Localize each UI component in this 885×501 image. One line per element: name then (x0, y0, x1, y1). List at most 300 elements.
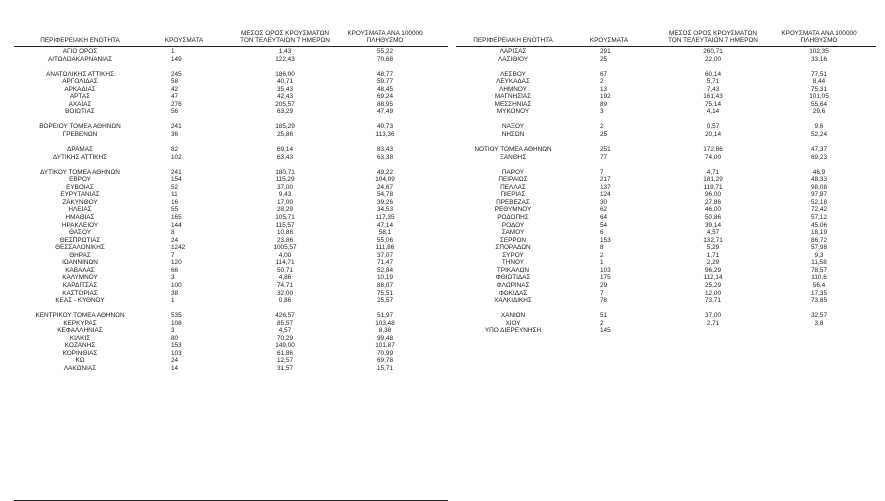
avg7-cell: 132,71 (703, 236, 723, 244)
table-row (14, 123, 448, 131)
region-cell: ΠΡΕΒΕΖΑΣ (496, 198, 530, 206)
per100k-cell: 34,53 (377, 206, 393, 214)
avg7-cell: 74,00 (705, 153, 721, 161)
header-per100k-line1: ΚΡΟΥΣΜΑΤΑ ΑΝΑ 100000 (347, 29, 423, 37)
table-row (456, 199, 876, 207)
cases-cell: 8 (600, 244, 604, 252)
cases-cell: 175 (600, 274, 611, 282)
per100k-cell: 69,23 (811, 153, 827, 161)
per100k-cell: 69,78 (377, 357, 393, 365)
region-cell: ΘΑΣΟΥ (68, 229, 92, 237)
per100k-cell: 98,08 (811, 183, 827, 191)
cases-cell: 241 (171, 168, 182, 176)
table-row (456, 252, 876, 260)
cases-cell: 29 (600, 281, 608, 289)
per100k-cell: 104,09 (375, 176, 395, 184)
region-cell: ΤΡΙΚΑΛΩΝ (496, 266, 530, 274)
region-cell: ΚΟΖΑΝΗΣ (64, 342, 96, 350)
table-row (14, 78, 448, 86)
table-row (456, 123, 876, 131)
per100k-cell: 37,07 (377, 251, 393, 259)
header-region: ΠΕΡΙΦΕΡΕΙΑΚΗ ΕΝΟΤΗΤΑ (473, 36, 553, 44)
region-cell: ΗΡΑΚΛΕΙΟΥ (61, 221, 99, 229)
per100k-cell: 47,14 (377, 221, 393, 229)
cases-cell: 103 (600, 266, 611, 274)
avg7-cell: 180,71 (275, 168, 295, 176)
avg7-cell: 10,86 (277, 229, 293, 237)
table-row (456, 327, 876, 335)
cases-cell: 25 (600, 131, 608, 139)
per100k-cell: 15,71 (377, 364, 393, 372)
table-row (456, 146, 876, 154)
header-avg7 (663, 30, 763, 44)
per100k-cell: 24,67 (377, 183, 393, 191)
cases-cell: 13 (600, 85, 608, 93)
per100k-cell: 86,72 (811, 236, 827, 244)
avg7-cell: 25,86 (277, 131, 293, 139)
per100k-cell: 57,98 (811, 244, 827, 252)
cases-cell: 58 (171, 78, 179, 86)
spacer-row (456, 139, 876, 147)
per100k-cell: 103,48 (375, 319, 395, 327)
cases-cell: 7 (600, 168, 604, 176)
per100k-cell: 57,12 (811, 214, 827, 222)
per100k-cell: 52,18 (811, 198, 827, 206)
per100k-cell: 55,64 (811, 100, 827, 108)
table-row (14, 290, 448, 298)
cases-cell: 3 (600, 108, 604, 116)
region-cell: ΘΕΣΠΡΩΤΙΑΣ (59, 236, 101, 244)
region-cell: ΙΩΑΝΝΙΝΩΝ (62, 259, 98, 267)
per100k-cell: 55,06 (377, 236, 393, 244)
region-cell: ΗΜΑΘΙΑΣ (65, 214, 95, 222)
cases-cell: 25 (600, 55, 608, 63)
right-cases-table (456, 29, 876, 484)
cases-cell: 103 (171, 349, 182, 357)
per100k-cell: 49,22 (377, 168, 393, 176)
header-per100k-line2: ΠΛΗΘΥΣΜΟ (800, 36, 838, 44)
avg7-cell: 7,43 (706, 85, 720, 93)
region-cell: ΛΑΣΙΘΙΟΥ (497, 55, 529, 63)
avg7-cell: 35,43 (277, 85, 293, 93)
avg7-cell: 1,71 (706, 251, 720, 259)
cases-cell: 192 (600, 93, 611, 101)
table-row (456, 297, 876, 305)
per100k-cell: 75,31 (811, 85, 827, 93)
cases-cell: 77 (600, 153, 608, 161)
avg7-cell: 61,86 (277, 349, 293, 357)
per100k-cell: 56,4 (812, 281, 826, 289)
cases-cell: 1242 (171, 244, 186, 252)
cases-cell: 82 (171, 146, 179, 154)
cases-cell: 102 (171, 153, 182, 161)
avg7-cell: 32,00 (277, 289, 293, 297)
table-row (14, 131, 448, 139)
per100k-cell: 10,19 (377, 274, 393, 282)
table-row (456, 259, 876, 267)
region-cell: ΚΟΡΙΝΘΙΑΣ (62, 349, 98, 357)
region-cell: ΑΓΙΟ ΟΡΟΣ (62, 48, 98, 55)
region-cell: ΑΧΑΪΑΣ (68, 100, 92, 108)
cases-cell: 241 (171, 123, 182, 131)
header-avg7-line2: ΤΟΝ ΤΕΛΕΥΤΑΙΩΝ 7 ΗΜΕΡΩΝ (240, 36, 330, 44)
cases-cell: 55 (171, 206, 179, 214)
avg7-cell: 46,00 (705, 206, 721, 214)
avg7-cell: 17,00 (277, 198, 293, 206)
cases-cell: 47 (171, 93, 179, 101)
table-row (14, 199, 448, 207)
table-row (14, 86, 448, 94)
header-per100k-line1: ΚΡΟΥΣΜΑΤΑ ΑΝΑ 100000 (781, 29, 857, 37)
avg7-cell: 63,43 (277, 153, 293, 161)
cases-cell: 251 (600, 146, 611, 154)
region-cell: ΚΩ (75, 357, 85, 365)
per100k-cell: 102,35 (809, 48, 829, 55)
header-per100k (774, 30, 864, 44)
table-row (14, 101, 448, 109)
per100k-cell: 111,86 (375, 244, 395, 252)
cases-cell: 145 (600, 327, 611, 335)
region-cell: ΕΒΡΟΥ (69, 176, 91, 184)
cases-cell: 24 (171, 236, 179, 244)
per100k-cell: 83,43 (377, 146, 393, 154)
per100k-cell: 17,35 (811, 289, 827, 297)
table-row (456, 229, 876, 237)
per100k-cell: 72,42 (811, 206, 827, 214)
per100k-cell: 48,33 (811, 176, 827, 184)
table-row (14, 327, 448, 335)
region-cell: ΡΕΘΥΜΝΟΥ (494, 206, 532, 214)
avg7-cell: 40,71 (277, 78, 293, 86)
cases-cell: 2 (600, 251, 604, 259)
region-cell: ΜΕΣΣΗΝΙΑΣ (494, 100, 532, 108)
table-row (456, 86, 876, 94)
cases-cell: 1 (171, 48, 175, 55)
avg7-cell: 4,86 (278, 274, 292, 282)
table-row (14, 214, 448, 222)
table-row (14, 222, 448, 230)
avg7-cell: 181,29 (703, 176, 723, 184)
avg7-cell: 122,43 (275, 55, 295, 63)
region-cell: ΦΘΙΩΤΙΔΑΣ (495, 274, 531, 282)
cases-cell: 2 (600, 78, 604, 86)
table-row (14, 282, 448, 290)
region-cell: ΣΑΜΟΥ (501, 229, 525, 237)
left-table-header (14, 29, 448, 45)
avg7-cell: 28,29 (277, 206, 293, 214)
region-cell: ΝΗΣΩΝ (501, 131, 525, 139)
region-cell: ΒΟΙΩΤΙΑΣ (65, 108, 95, 116)
table-row (456, 290, 876, 298)
per100k-cell: 51,97 (377, 312, 393, 320)
per100k-cell: 110,6 (811, 274, 827, 282)
avg7-cell: 4,57 (278, 327, 292, 335)
avg7-cell: 186,00 (275, 70, 295, 78)
table-row (456, 320, 876, 328)
table-row (14, 312, 448, 320)
header-avg7-line1: ΜΕΣΟΣ ΟΡΟΣ ΚΡΟΥΣΜΑΤΩΝ (669, 29, 757, 37)
table-row (456, 244, 876, 252)
table-row (456, 93, 876, 101)
avg7-cell: 12,00 (705, 289, 721, 297)
cases-cell: 276 (171, 100, 182, 108)
avg7-cell: 4,57 (706, 229, 720, 237)
per100k-cell: 71,47 (377, 259, 393, 267)
region-cell: ΧΑΝΙΩΝ (500, 312, 526, 320)
avg7-cell: 114,71 (275, 259, 295, 267)
region-cell: ΑΝΑΤΟΛΙΚΗΣ ΑΤΤΙΚΗΣ (46, 70, 114, 78)
avg7-cell: 2,71 (706, 319, 720, 327)
avg7-cell: 205,57 (275, 100, 295, 108)
header-avg7-line1: ΜΕΣΟΣ ΟΡΟΣ ΚΡΟΥΣΜΑΤΩΝ (241, 29, 329, 37)
region-cell: ΔΥΤΙΚΗΣ ΑΤΤΙΚΗΣ (52, 153, 108, 161)
avg7-cell: 69,14 (277, 146, 293, 154)
table-row (14, 350, 448, 358)
table-row (14, 191, 448, 199)
cases-cell: 66 (171, 266, 179, 274)
cases-cell: 153 (600, 236, 611, 244)
cases-cell: 217 (600, 176, 611, 184)
region-cell: ΚΙΛΚΙΣ (69, 334, 91, 342)
region-cell: ΘΕΣΣΑΛΟΝΙΚΗΣ (55, 244, 105, 252)
avg7-cell: 115,29 (275, 176, 295, 184)
avg7-cell: 426,57 (275, 312, 295, 320)
avg7-cell: 2,29 (706, 259, 720, 267)
table-row (456, 176, 876, 184)
table-row (14, 169, 448, 177)
avg7-cell: 74,71 (277, 281, 293, 289)
table-row (456, 56, 876, 64)
per100k-cell: 52,84 (377, 266, 393, 274)
region-cell: ΖΑΚΥΝΘΟΥ (62, 198, 98, 206)
per100k-cell: 69,24 (377, 93, 393, 101)
region-cell: ΛΑΚΩΝΙΑΣ (63, 364, 97, 372)
region-cell: ΒΟΡΕΙΟΥ ΤΟΜΕΑ ΑΘΗΝΩΝ (39, 123, 121, 131)
table-row (14, 274, 448, 282)
cases-cell: 24 (171, 357, 179, 365)
table-row (14, 297, 448, 305)
cases-cell: 8 (171, 229, 175, 237)
per100k-cell: 73,65 (811, 297, 827, 305)
avg7-cell: 1005,57 (273, 244, 297, 252)
avg7-cell: 27,86 (705, 198, 721, 206)
avg7-cell: 60,14 (705, 70, 721, 78)
cases-cell: 52 (171, 183, 179, 191)
avg7-cell: 0,86 (278, 297, 292, 305)
region-cell: ΛΗΜΝΟΥ (499, 85, 527, 93)
table-row (456, 131, 876, 139)
header-region: ΠΕΡΙΦΕΡΕΙΑΚΗ ΕΝΟΤΗΤΑ (40, 36, 120, 44)
region-cell: ΦΛΩΡΙΝΑΣ (496, 281, 530, 289)
avg7-cell: 5,29 (706, 244, 720, 252)
region-cell: ΣΕΡΡΩΝ (499, 236, 527, 244)
region-cell: ΛΕΥΚΑΔΑΣ (496, 78, 530, 86)
region-cell: ΛΕΣΒΟΥ (500, 70, 526, 78)
table-row (456, 282, 876, 290)
region-cell: ΑΡΤΑΣ (69, 93, 91, 101)
left-table-rows (14, 48, 448, 373)
left-cases-table (14, 29, 448, 484)
cases-cell: 100 (171, 281, 182, 289)
avg7-cell: 105,71 (275, 214, 295, 222)
region-cell: ΤΗΝΟΥ (501, 259, 525, 267)
avg7-cell: 96,00 (705, 191, 721, 199)
cases-cell: 42 (171, 85, 179, 93)
table-row (456, 206, 876, 214)
avg7-cell: 20,14 (705, 131, 721, 139)
cases-cell: 137 (600, 183, 611, 191)
spacer-row (14, 305, 448, 313)
table-row (14, 244, 448, 252)
avg7-cell: 85,57 (277, 319, 293, 327)
per100k-cell: 47,49 (377, 108, 393, 116)
region-cell: ΚΕΝΤΡΙΚΟΥ ΤΟΜΕΑ ΑΘΗΝΩΝ (35, 312, 125, 320)
cases-cell: 153 (171, 342, 182, 350)
table-row (456, 222, 876, 230)
avg7-cell: 37,00 (277, 183, 293, 191)
per100k-cell: 8,38 (378, 327, 392, 335)
avg7-cell: 112,14 (703, 274, 723, 282)
table-row (14, 184, 448, 192)
per100k-cell: 58,1 (378, 229, 392, 237)
per100k-cell: 46,9 (812, 168, 826, 176)
per100k-cell: 77,51 (811, 70, 827, 78)
avg7-cell: 260,71 (703, 48, 723, 55)
table-row (14, 56, 448, 64)
region-cell: ΚΑΡΔΙΤΣΑΣ (62, 281, 98, 289)
header-cases: ΚΡΟΥΣΜΑΤΑ (589, 36, 629, 44)
header-avg7 (235, 30, 335, 44)
cases-cell: 245 (171, 70, 182, 78)
avg7-cell: 22,00 (705, 55, 721, 63)
per100k-cell: 3,8 (814, 319, 824, 327)
cases-cell: 6 (600, 229, 604, 237)
avg7-cell: 119,71 (703, 183, 723, 191)
cases-cell: 144 (171, 221, 182, 229)
avg7-cell: 185,29 (275, 123, 295, 131)
cases-cell: 1 (171, 297, 175, 305)
cases-cell: 3 (171, 327, 175, 335)
per100k-cell: 101,05 (809, 93, 829, 101)
region-cell: ΚΑΣΤΟΡΙΑΣ (62, 289, 98, 297)
cases-cell: 80 (171, 334, 179, 342)
per100k-cell: 70,99 (377, 349, 393, 357)
table-row (456, 78, 876, 86)
avg7-cell: 0,57 (706, 123, 720, 131)
per100k-cell: 54,78 (377, 191, 393, 199)
region-cell: ΠΕΙΡΑΙΩΣ (498, 176, 528, 184)
region-cell: ΕΥΒΟΙΑΣ (66, 183, 94, 191)
table-row (14, 237, 448, 245)
region-cell: ΜΥΚΟΝΟΥ (496, 108, 530, 116)
region-cell: ΚΑΒΑΛΑΣ (65, 266, 95, 274)
per100k-cell: 117,35 (375, 214, 395, 222)
per100k-cell: 9,6 (814, 123, 824, 131)
region-cell: ΠΙΕΡΙΑΣ (500, 191, 526, 199)
header-cases: ΚΡΟΥΣΜΑΤΑ (164, 36, 204, 44)
table-row (456, 108, 876, 116)
cases-cell: 38 (171, 289, 179, 297)
table-row (14, 320, 448, 328)
table-row (14, 93, 448, 101)
avg7-cell: 73,71 (705, 297, 721, 305)
table-row (14, 176, 448, 184)
spacer-row (14, 139, 448, 147)
avg7-cell: 31,57 (277, 364, 293, 372)
region-cell: ΞΑΝΘΗΣ (499, 153, 527, 161)
cases-cell: 3 (171, 274, 175, 282)
avg7-cell: 42,43 (277, 93, 293, 101)
per100k-cell: 97,87 (811, 191, 827, 199)
region-cell: ΔΡΑΜΑΣ (67, 146, 93, 154)
avg7-cell: 25,29 (705, 281, 721, 289)
cases-cell: 120 (171, 259, 182, 267)
region-cell: ΑΡΓΟΛΙΔΑΣ (62, 78, 98, 86)
per100k-cell: 18,19 (811, 229, 827, 237)
spacer-row (14, 161, 448, 169)
region-cell: ΚΑΛΥΜΝΟΥ (62, 274, 98, 282)
cases-cell: 78 (600, 297, 608, 305)
table-row (14, 357, 448, 365)
header-per100k-line2: ΠΛΗΘΥΣΜΟ (366, 36, 404, 44)
spacer-row (456, 63, 876, 71)
avg7-cell: 96,29 (705, 266, 721, 274)
region-cell: ΠΕΛΛΑΣ (500, 183, 526, 191)
table-row (14, 335, 448, 343)
cases-cell: 291 (600, 48, 611, 55)
cases-cell: 67 (600, 70, 608, 78)
per100k-cell: 63,38 (377, 153, 393, 161)
region-cell: ΝΟΤΙΟΥ ΤΟΜΕΑ ΑΘΗΝΩΝ (474, 146, 552, 154)
per100k-cell: 99,48 (377, 334, 393, 342)
region-cell: ΕΥΡΥΤΑΝΙΑΣ (60, 191, 100, 199)
avg7-cell: 4,71 (706, 168, 720, 176)
per100k-cell: 59,77 (377, 78, 393, 86)
per100k-cell: 55,22 (377, 48, 393, 55)
per100k-cell: 11,58 (811, 259, 827, 267)
region-cell: ΣΠΟΡΑΔΩΝ (495, 244, 531, 252)
per100k-cell: 9,3 (814, 251, 824, 259)
cases-cell: 2 (600, 123, 604, 131)
cases-cell: 108 (171, 319, 182, 327)
header-rule (456, 46, 876, 47)
spacer-row (456, 116, 876, 124)
spacer-row (14, 63, 448, 71)
table-row (456, 184, 876, 192)
spacer-row (456, 161, 876, 169)
per100k-cell: 88,07 (377, 281, 393, 289)
table-row (14, 267, 448, 275)
region-cell: ΑΙΤΩΛΟΑΚΑΡΝΑΝΙΑΣ (47, 55, 113, 63)
avg7-cell: 50,71 (277, 266, 293, 274)
cases-cell: 154 (171, 176, 182, 184)
avg7-cell: 115,57 (275, 221, 295, 229)
region-cell: ΚΕΑΣ - ΚΥΘΝΟΥ (55, 297, 105, 305)
table-row (14, 108, 448, 116)
cases-cell: 7 (600, 289, 604, 297)
avg7-cell: 50,86 (705, 214, 721, 222)
table-row (14, 259, 448, 267)
per100k-cell: 75,51 (377, 289, 393, 297)
region-cell: ΓΡΕΒΕΝΩΝ (62, 131, 98, 139)
region-cell: ΡΟΔΟΠΗΣ (497, 214, 529, 222)
cases-cell: 64 (600, 214, 608, 222)
avg7-cell: 4,14 (706, 108, 720, 116)
table-row (456, 267, 876, 275)
per100k-cell: 8,44 (812, 78, 826, 86)
avg7-cell: 70,29 (277, 334, 293, 342)
cases-cell: 149 (171, 55, 182, 63)
